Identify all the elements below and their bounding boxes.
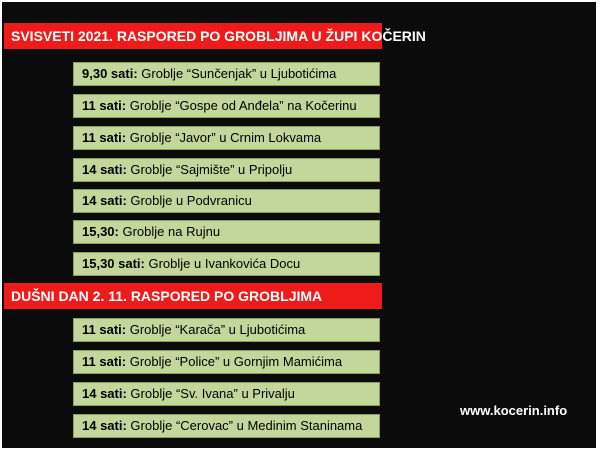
item-time: 15,30: [82, 224, 119, 239]
item-time: 11 sati: [82, 130, 127, 145]
list-item [73, 350, 380, 374]
item-place: Groblje “Police” u Gornjim Mamićima [126, 354, 343, 369]
list-item [73, 158, 380, 182]
item-place: Groblje “Javor” u Crnim Lokvama [126, 130, 322, 145]
item-place: Groblje “Sv. Ivana” u Privalju [126, 386, 295, 401]
list-item [73, 414, 380, 438]
list-item [73, 94, 380, 118]
list-item [73, 318, 380, 342]
list-item [73, 189, 380, 213]
item-place: Groblje u Podvranicu [126, 193, 252, 208]
item-time: 11 sati: [82, 354, 127, 369]
item-time: 11 sati: [82, 322, 127, 337]
website-url: www.kocerin.info [460, 403, 568, 418]
item-place: Groblje “Karača” u Ljubotićima [126, 322, 306, 337]
item-place: Groblje na Rujnu [118, 224, 221, 239]
item-time: 14 sati: [82, 162, 127, 177]
item-place: Groblje u Ivankovića Docu [144, 256, 301, 271]
item-place: Groblje “Cerovac” u Medinim Staninama [126, 418, 363, 433]
list-item [73, 382, 380, 406]
list-item [73, 252, 380, 276]
item-time: 14 sati: [82, 386, 127, 401]
list-item [73, 220, 380, 244]
item-time: 14 sati: [82, 418, 127, 433]
item-time: 11 sati: [82, 98, 127, 113]
item-time: 9,30 sati: [82, 66, 138, 81]
list-item [73, 62, 380, 86]
item-place: Groblje “Gospe od Anđela” na Kočerinu [126, 98, 357, 113]
item-time: 14 sati: [82, 193, 127, 208]
section1-title: SVISVETI 2021. RASPORED PO GROBLJIMA U ŽUPI KOČERIN [4, 23, 382, 49]
item-place: Groblje “Sunčenjak” u Ljubotićima [137, 66, 337, 81]
section2-title: DUŠNI DAN 2. 11. RASPORED PO GROBLJIMA [4, 283, 382, 309]
list-item [73, 126, 380, 150]
item-place: Groblje “Sajmište” u Pripolju [126, 162, 293, 177]
item-time: 15,30 sati: [82, 256, 145, 271]
